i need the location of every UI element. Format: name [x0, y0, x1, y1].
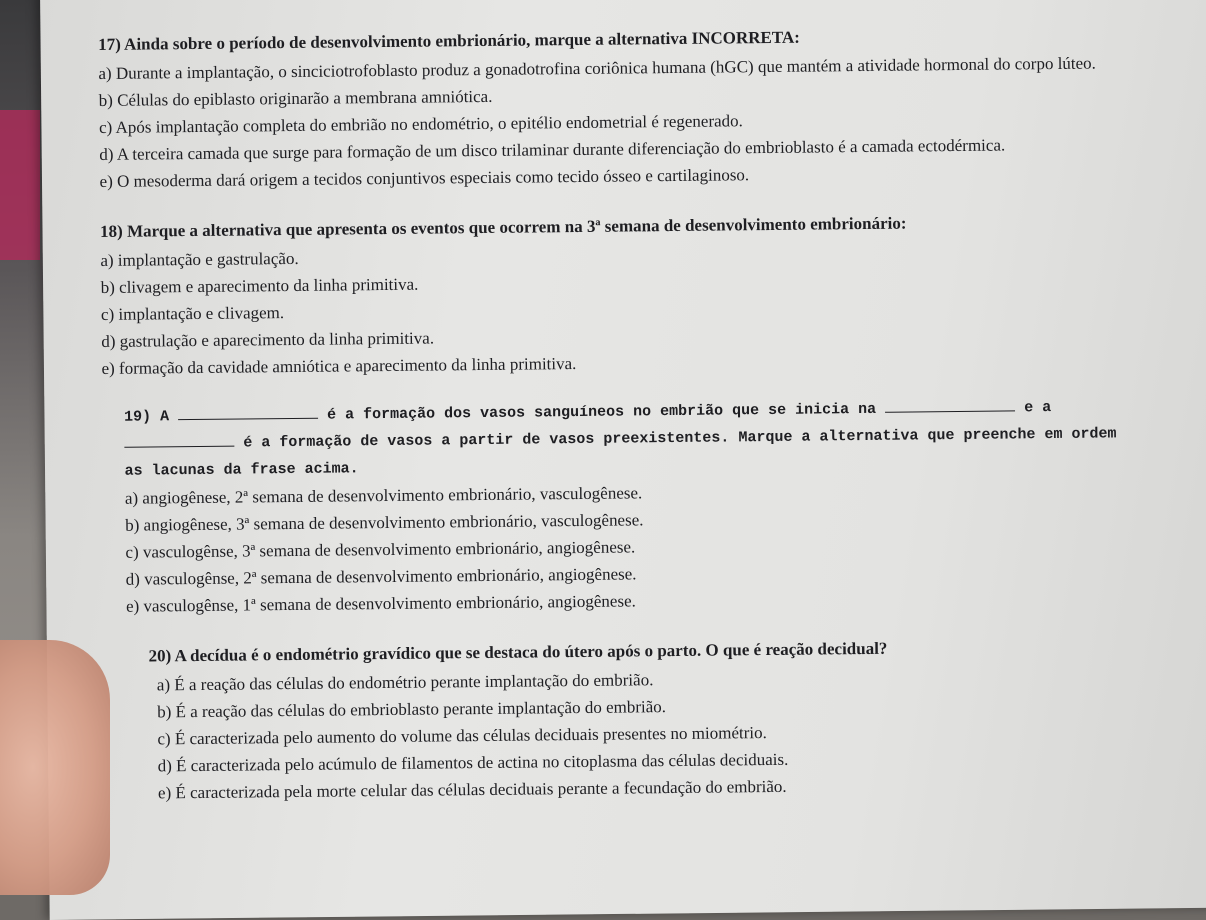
exam-content	[98, 19, 1136, 829]
question-19-part1: é a formação dos vasos sanguíneos no embrião que se inicia na	[327, 400, 877, 424]
question-17	[98, 19, 1130, 195]
question-20-option-b: b) É a reação das células do embrioblasto perante implantação do embrião.	[157, 697, 667, 722]
question-18-option-e: e) formação da cavidade amniótica e aparecimento da linha primitiva.	[101, 354, 577, 378]
question-19-title	[124, 393, 1133, 485]
question-18-option-a: a) implantação e gastrulação.	[100, 248, 299, 270]
question-19-prefix: 19) A	[123, 408, 170, 426]
question-18-title: 18) Marque a alternativa que apresenta os eventos que ocorrem na 3ª semana de desenvolvimento embrionário:	[100, 213, 907, 241]
question-20-title: 20) A decídua é o endométrio gravídico que se destaca do útero após o parto. O que é reação decidual?	[148, 638, 888, 666]
question-17-option-a: a) Durante a implantação, o sinciciotrofoblasto produz a gonadotrofina coriônica humana (hGC) que mantém a atividade hormonal do corpo lúteo.	[98, 53, 1096, 83]
blank-1	[178, 404, 318, 420]
question-19-option-c: c) vasculogênse, 3ª semana de desenvolvimento embrionário, angiogênese.	[125, 537, 636, 562]
background-object	[0, 110, 40, 260]
question-18	[100, 206, 1132, 382]
blank-2	[885, 396, 1015, 412]
question-18-option-b: b) clivagem e aparecimento da linha primitiva.	[100, 274, 419, 297]
question-19-option-d: d) vasculogênse, 2ª semana de desenvolvimento embrionário, angiogênese.	[125, 564, 637, 589]
question-18-option-c: c) implantação e clivagem.	[100, 303, 285, 324]
question-20-option-c: c) É caracterizada pelo aumento do volume das células deciduais presentes no miométrio.	[157, 723, 767, 749]
question-17-option-e: e) O mesoderma dará origem a tecidos conjuntivos especiais como tecido ósseo e cartilaginoso.	[99, 165, 750, 191]
question-20-option-a: a) É a reação das células do endométrio perante implantação do embrião.	[156, 670, 654, 695]
question-17-option-d: d) A terceira camada que surge para formação de um disco trilaminar durante diferenciação do embrioblasto é a camada ectodérmica.	[99, 135, 1006, 164]
question-19-part3: é a formação de vasos a partir de vasos preexistentes. Marque a alternativa que preenche em ordem as lacunas da frase acima.	[124, 425, 1117, 480]
question-17-option-b: b) Células do epiblasto originarão a membrana amniótica.	[98, 86, 493, 110]
question-17-option-c: c) Após implantação completa do embrião no endométrio, o epitélio endometrial é regenerado.	[98, 111, 743, 137]
thumb	[0, 640, 110, 895]
question-20-option-e: e) É caracterizada pela morte celular das células deciduais perante a fecundação do embrião.	[157, 776, 787, 803]
question-19-option-b: b) angiogênese, 3ª semana de desenvolvimento embrionário, vasculogênese.	[125, 510, 644, 535]
question-19-option-a: a) angiogênese, 2ª semana de desenvolvimento embrionário, vasculogênese.	[124, 483, 643, 508]
question-19-part2: e a	[1024, 399, 1052, 417]
blank-3	[124, 432, 234, 448]
question-18-option-d: d) gastrulação e aparecimento da linha primitiva.	[101, 328, 435, 351]
question-17-title: 17) Ainda sobre o período de desenvolvimento embrionário, marque a alternativa INCORRETA:	[98, 27, 800, 54]
question-20	[104, 631, 1136, 807]
question-19	[102, 393, 1134, 620]
question-19-option-e: e) vasculogênse, 1ª semana de desenvolvimento embrionário, angiogênese.	[125, 591, 636, 616]
question-20-option-d: d) É caracterizada pelo acúmulo de filamentos de actina no citoplasma das células deciduais.	[157, 749, 789, 776]
